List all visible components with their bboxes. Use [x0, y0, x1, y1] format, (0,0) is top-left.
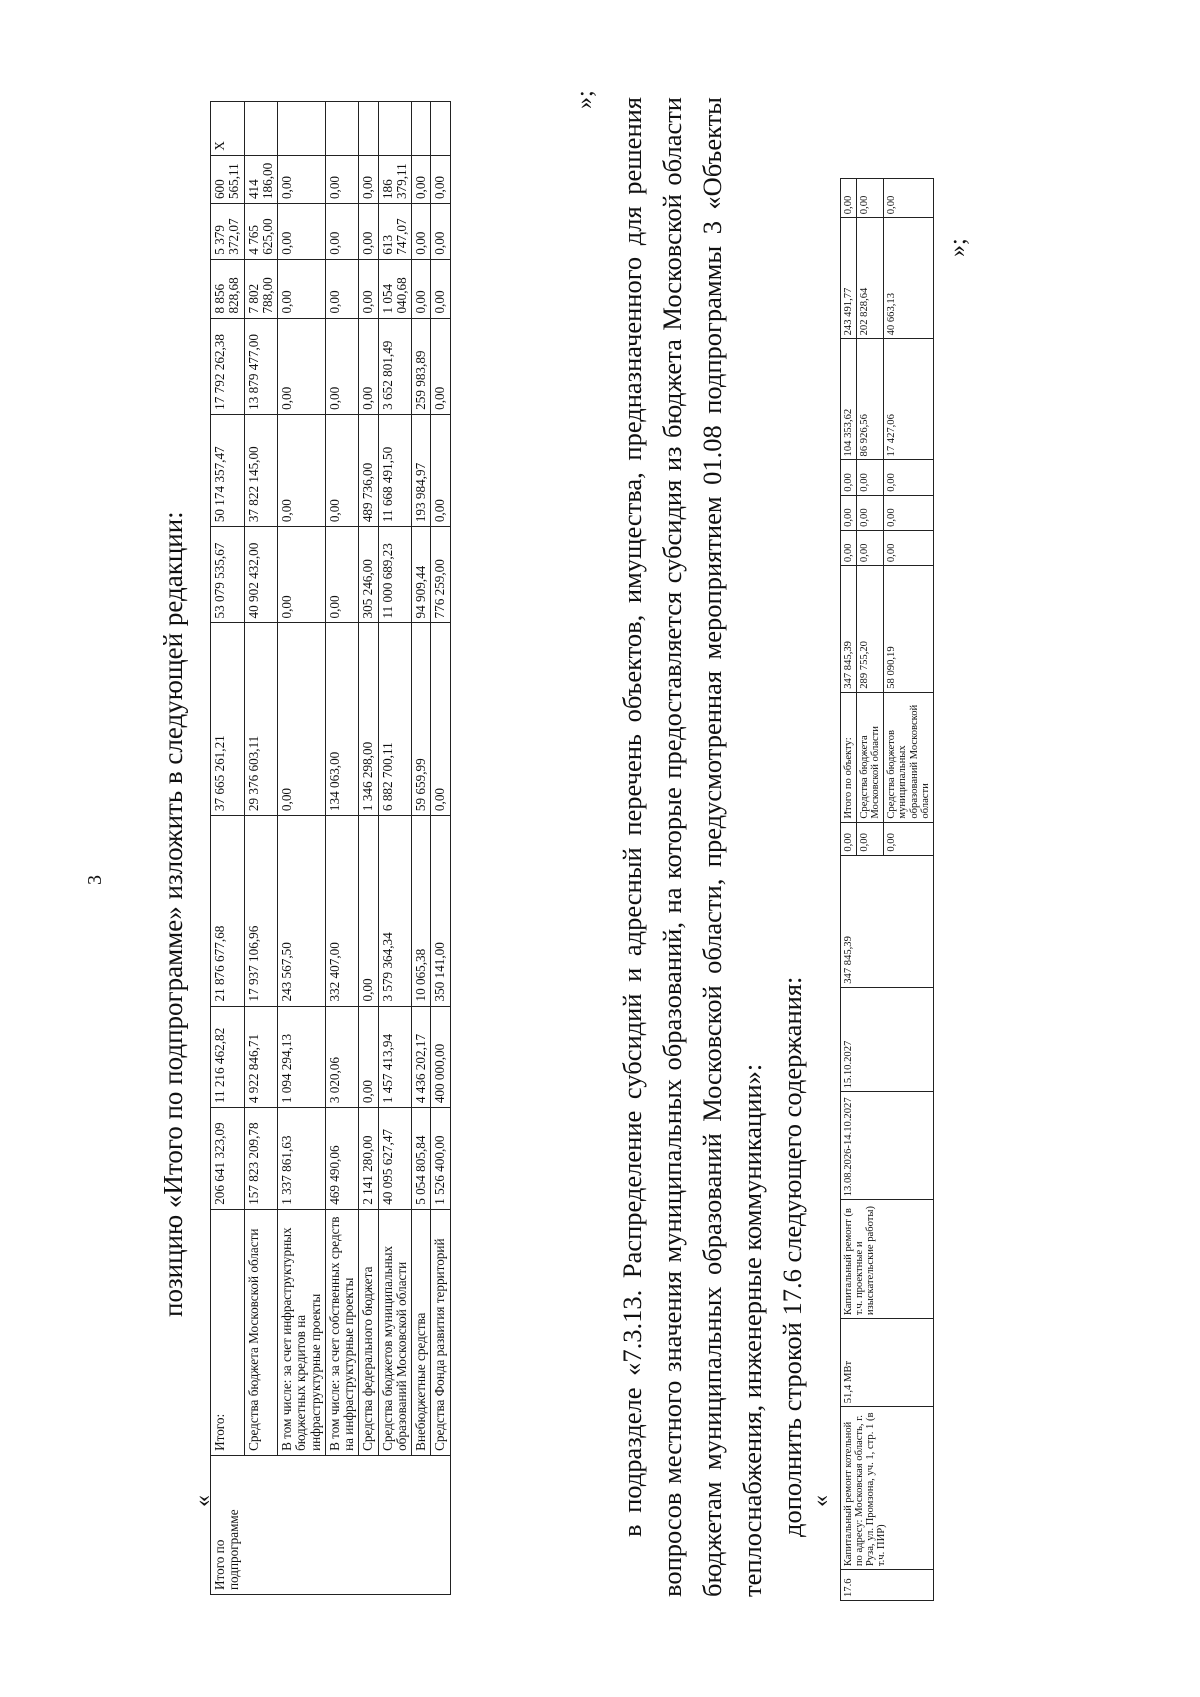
value-cell: 0,00	[325, 527, 359, 623]
value-cell: 0,00	[278, 204, 326, 260]
value-cell: 134 063,00	[325, 623, 359, 816]
mark-cell	[278, 102, 326, 156]
value-cell: 17 792 262,38	[211, 318, 245, 414]
value-cell: 21 876 677,68	[211, 816, 245, 1006]
object-object: Капитальный ремонт котельной по адресу: Московская область, г. Руза, ул. Промзона, уч. 1, стр. 1 (в т.ч. ПИР)	[841, 1407, 934, 1570]
value-cell: 350 141,00	[431, 816, 450, 1006]
value-cell: 11 216 462,82	[211, 1006, 245, 1108]
value-cell: 0,00	[857, 460, 884, 495]
value-cell: 776 259,00	[431, 527, 450, 623]
value-cell: 37 665 261,21	[211, 623, 245, 816]
paid-cell: 0,00	[857, 822, 884, 855]
value-cell: 13 879 477,00	[244, 318, 278, 414]
value-cell: 8 856 828,68	[211, 259, 245, 318]
value-cell: 0,00	[278, 414, 326, 526]
value-cell: 5 379 372,07	[211, 204, 245, 260]
table-row	[378, 102, 412, 1595]
mark-cell: X	[211, 102, 245, 156]
value-cell: 0,00	[359, 155, 378, 203]
value-cell: 94 909,44	[412, 527, 431, 623]
open-quote-2: «	[808, 1495, 834, 1507]
value-cell: 0,00	[841, 530, 857, 565]
value-cell: 1 346 298,00	[359, 623, 378, 816]
value-cell: 0,00	[278, 259, 326, 318]
source-label: Итого:	[211, 1209, 245, 1455]
value-cell: 4 922 846,71	[244, 1006, 278, 1108]
value-cell: 40 663,13	[884, 218, 933, 339]
value-cell: 0,00	[857, 495, 884, 530]
value-cell: 11 668 491,50	[378, 414, 412, 526]
value-cell: 0,00	[857, 178, 884, 218]
value-cell: 37 822 145,00	[244, 414, 278, 526]
value-cell: 613 747,07	[378, 204, 412, 260]
value-cell: 0,00	[431, 259, 450, 318]
value-cell: 3 020,06	[325, 1006, 359, 1108]
value-cell: 3 652 801,49	[378, 318, 412, 414]
value-cell: 305 246,00	[359, 527, 378, 623]
value-cell: 1 526 400,00	[431, 1108, 450, 1210]
paragraph-text: в подразделе «7.3.13. Распределение субсидий и адресный перечень объектов, имущества, предназначенного для решения вопросов местного значения муниципальных образований, на которые предоставляется субсидия из бюджета Московской области бюджетам муниципальных образований Московской области, предусмотренная мероприятием 01.08 подпрограммы 3 «Объекты теплоснабжения, инженерные коммуникации»:	[617, 97, 767, 1597]
value-cell: 0,00	[412, 204, 431, 260]
value-cell: 50 174 357,47	[211, 414, 245, 526]
value-cell: 0,00	[325, 414, 359, 526]
source-label: Внебюджетные средства	[412, 1209, 431, 1455]
mark-cell	[412, 102, 431, 156]
source-label: В том числе: за счет инфраструктурных бюджетных кредитов на инфраструктурные проекты	[278, 1209, 326, 1455]
table-row	[244, 102, 278, 1595]
value-cell: 0,00	[325, 259, 359, 318]
open-quote: «	[190, 1495, 216, 1507]
value-cell: 6 882 700,11	[378, 623, 412, 816]
value-cell: 0,00	[359, 259, 378, 318]
value-cell: 0,00	[359, 816, 378, 1006]
value-cell: 0,00	[884, 495, 933, 530]
value-cell: 5 054 805,84	[412, 1108, 431, 1210]
value-cell: 259 983,89	[412, 318, 431, 414]
value-cell: 59 659,99	[412, 623, 431, 816]
value-cell: 0,00	[884, 530, 933, 565]
value-cell: 0,00	[841, 178, 857, 218]
value-cell: 4 436 202,17	[412, 1006, 431, 1108]
value-cell: 0,00	[857, 530, 884, 565]
table-row	[412, 102, 431, 1595]
value-cell: 157 823 209,78	[244, 1108, 278, 1210]
group-label: Итого по подпрограмме	[211, 1455, 451, 1594]
value-cell: 0,00	[412, 155, 431, 203]
object-num: 17.6	[841, 1570, 934, 1601]
value-cell: 0,00	[841, 460, 857, 495]
value-cell: 58 090,19	[884, 566, 933, 693]
value-cell: 193 984,97	[412, 414, 431, 526]
source-label: В том числе: за счет собственных средств на инфраструктурные проекты	[325, 1209, 359, 1455]
mark-cell	[325, 102, 359, 156]
mark-cell	[378, 102, 412, 156]
body-paragraph	[612, 97, 812, 1597]
value-cell: 40 095 627,47	[378, 1108, 412, 1210]
value-cell: 86 926,56	[857, 339, 884, 460]
value-cell: 40 902 432,00	[244, 527, 278, 623]
value-cell: 0,00	[325, 318, 359, 414]
value-cell: 2 141 280,00	[359, 1108, 378, 1210]
value-cell: 17 937 106,96	[244, 816, 278, 1006]
value-cell: 1 457 413,94	[378, 1006, 412, 1108]
value-cell: 0,00	[431, 204, 450, 260]
value-cell: 0,00	[278, 527, 326, 623]
value-cell: 10 065,38	[412, 816, 431, 1006]
value-cell: 0,00	[431, 318, 450, 414]
value-cell: 600 565,11	[211, 155, 245, 203]
object-dates: 13.08.2026-14.10.2027	[841, 1092, 934, 1200]
value-cell: 0,00	[359, 1006, 378, 1108]
value-cell: 0,00	[278, 155, 326, 203]
value-cell: 243 567,50	[278, 816, 326, 1006]
value-cell: 414 186,00	[244, 155, 278, 203]
table-row	[211, 102, 245, 1595]
value-cell: 104 353,62	[841, 339, 857, 460]
value-cell: 3 579 364,34	[378, 816, 412, 1006]
source-label: Средства бюджетов муниципальных образований Московской области	[378, 1209, 412, 1455]
object-commission-date: 15.10.2027	[841, 987, 934, 1092]
source-label: Средства бюджета Московской области	[857, 692, 884, 822]
mark-cell	[359, 102, 378, 156]
object-capacity: 51,4 МВт	[841, 1319, 934, 1407]
value-cell: 1 054 040,68	[378, 259, 412, 318]
source-label: Средства федерального бюджета	[359, 1209, 378, 1455]
value-cell: 243 491,77	[841, 218, 857, 339]
value-cell: 0,00	[325, 204, 359, 260]
value-cell: 469 490,06	[325, 1108, 359, 1210]
close-quote-2: »;	[945, 238, 971, 257]
object-row-table	[840, 96, 934, 1601]
value-cell: 17 427,06	[884, 339, 933, 460]
value-cell: 0,00	[359, 204, 378, 260]
paid-cell: 0,00	[841, 822, 857, 855]
value-cell: 206 641 323,09	[211, 1108, 245, 1210]
value-cell: 289 755,20	[857, 566, 884, 693]
mark-cell	[431, 102, 450, 156]
value-cell: 53 079 535,67	[211, 527, 245, 623]
close-quote-1: »;	[572, 90, 598, 109]
value-cell: 489 736,00	[359, 414, 378, 526]
value-cell: 0,00	[278, 318, 326, 414]
value-cell: 186 379,11	[378, 155, 412, 203]
intro-text: позицию «Итого по подпрограмме» изложить в следующей редакции:	[158, 511, 188, 1317]
table-row	[278, 102, 326, 1595]
value-cell: 0,00	[841, 495, 857, 530]
source-label: Средства бюджета Московской области	[244, 1209, 278, 1455]
value-cell: 0,00	[278, 623, 326, 816]
object-work-type: Капитальный ремонт (в т.ч. проектные и изыскательские работы)	[841, 1200, 934, 1319]
source-label: Средства бюджетов муниципальных образований Московской области	[884, 692, 933, 822]
value-cell: 347 845,39	[841, 566, 857, 693]
page-number: 3	[84, 875, 106, 885]
value-cell: 400 000,00	[431, 1006, 450, 1108]
value-cell: 1 337 861,63	[278, 1108, 326, 1210]
table-row	[325, 102, 359, 1595]
value-cell: 7 802 788,00	[244, 259, 278, 318]
paragraph-last-line: дополнить строкой 17.6 следующего содержания:	[777, 976, 807, 1537]
value-cell: 29 376 603,11	[244, 623, 278, 816]
value-cell: 11 000 689,23	[378, 527, 412, 623]
value-cell: 0,00	[884, 460, 933, 495]
paid-cell: 0,00	[884, 822, 933, 855]
value-cell: 1 094 294,13	[278, 1006, 326, 1108]
mark-cell	[244, 102, 278, 156]
value-cell: 0,00	[884, 178, 933, 218]
value-cell: 0,00	[325, 155, 359, 203]
value-cell: 4 765 625,00	[244, 204, 278, 260]
value-cell: 0,00	[431, 155, 450, 203]
source-label: Итого по объекту:	[841, 692, 857, 822]
value-cell: 0,00	[431, 623, 450, 816]
value-cell: 0,00	[359, 318, 378, 414]
value-cell: 202 828,64	[857, 218, 884, 339]
object-cost: 347 845,39	[841, 855, 934, 987]
subprogram-totals-table	[210, 101, 451, 1595]
value-cell: 0,00	[412, 259, 431, 318]
table-row	[431, 102, 450, 1595]
source-label: Средства Фонда развития территорий	[431, 1209, 450, 1455]
table-row	[841, 97, 857, 1601]
value-cell: 0,00	[431, 414, 450, 526]
table-row	[359, 102, 378, 1595]
value-cell: 332 407,00	[325, 816, 359, 1006]
